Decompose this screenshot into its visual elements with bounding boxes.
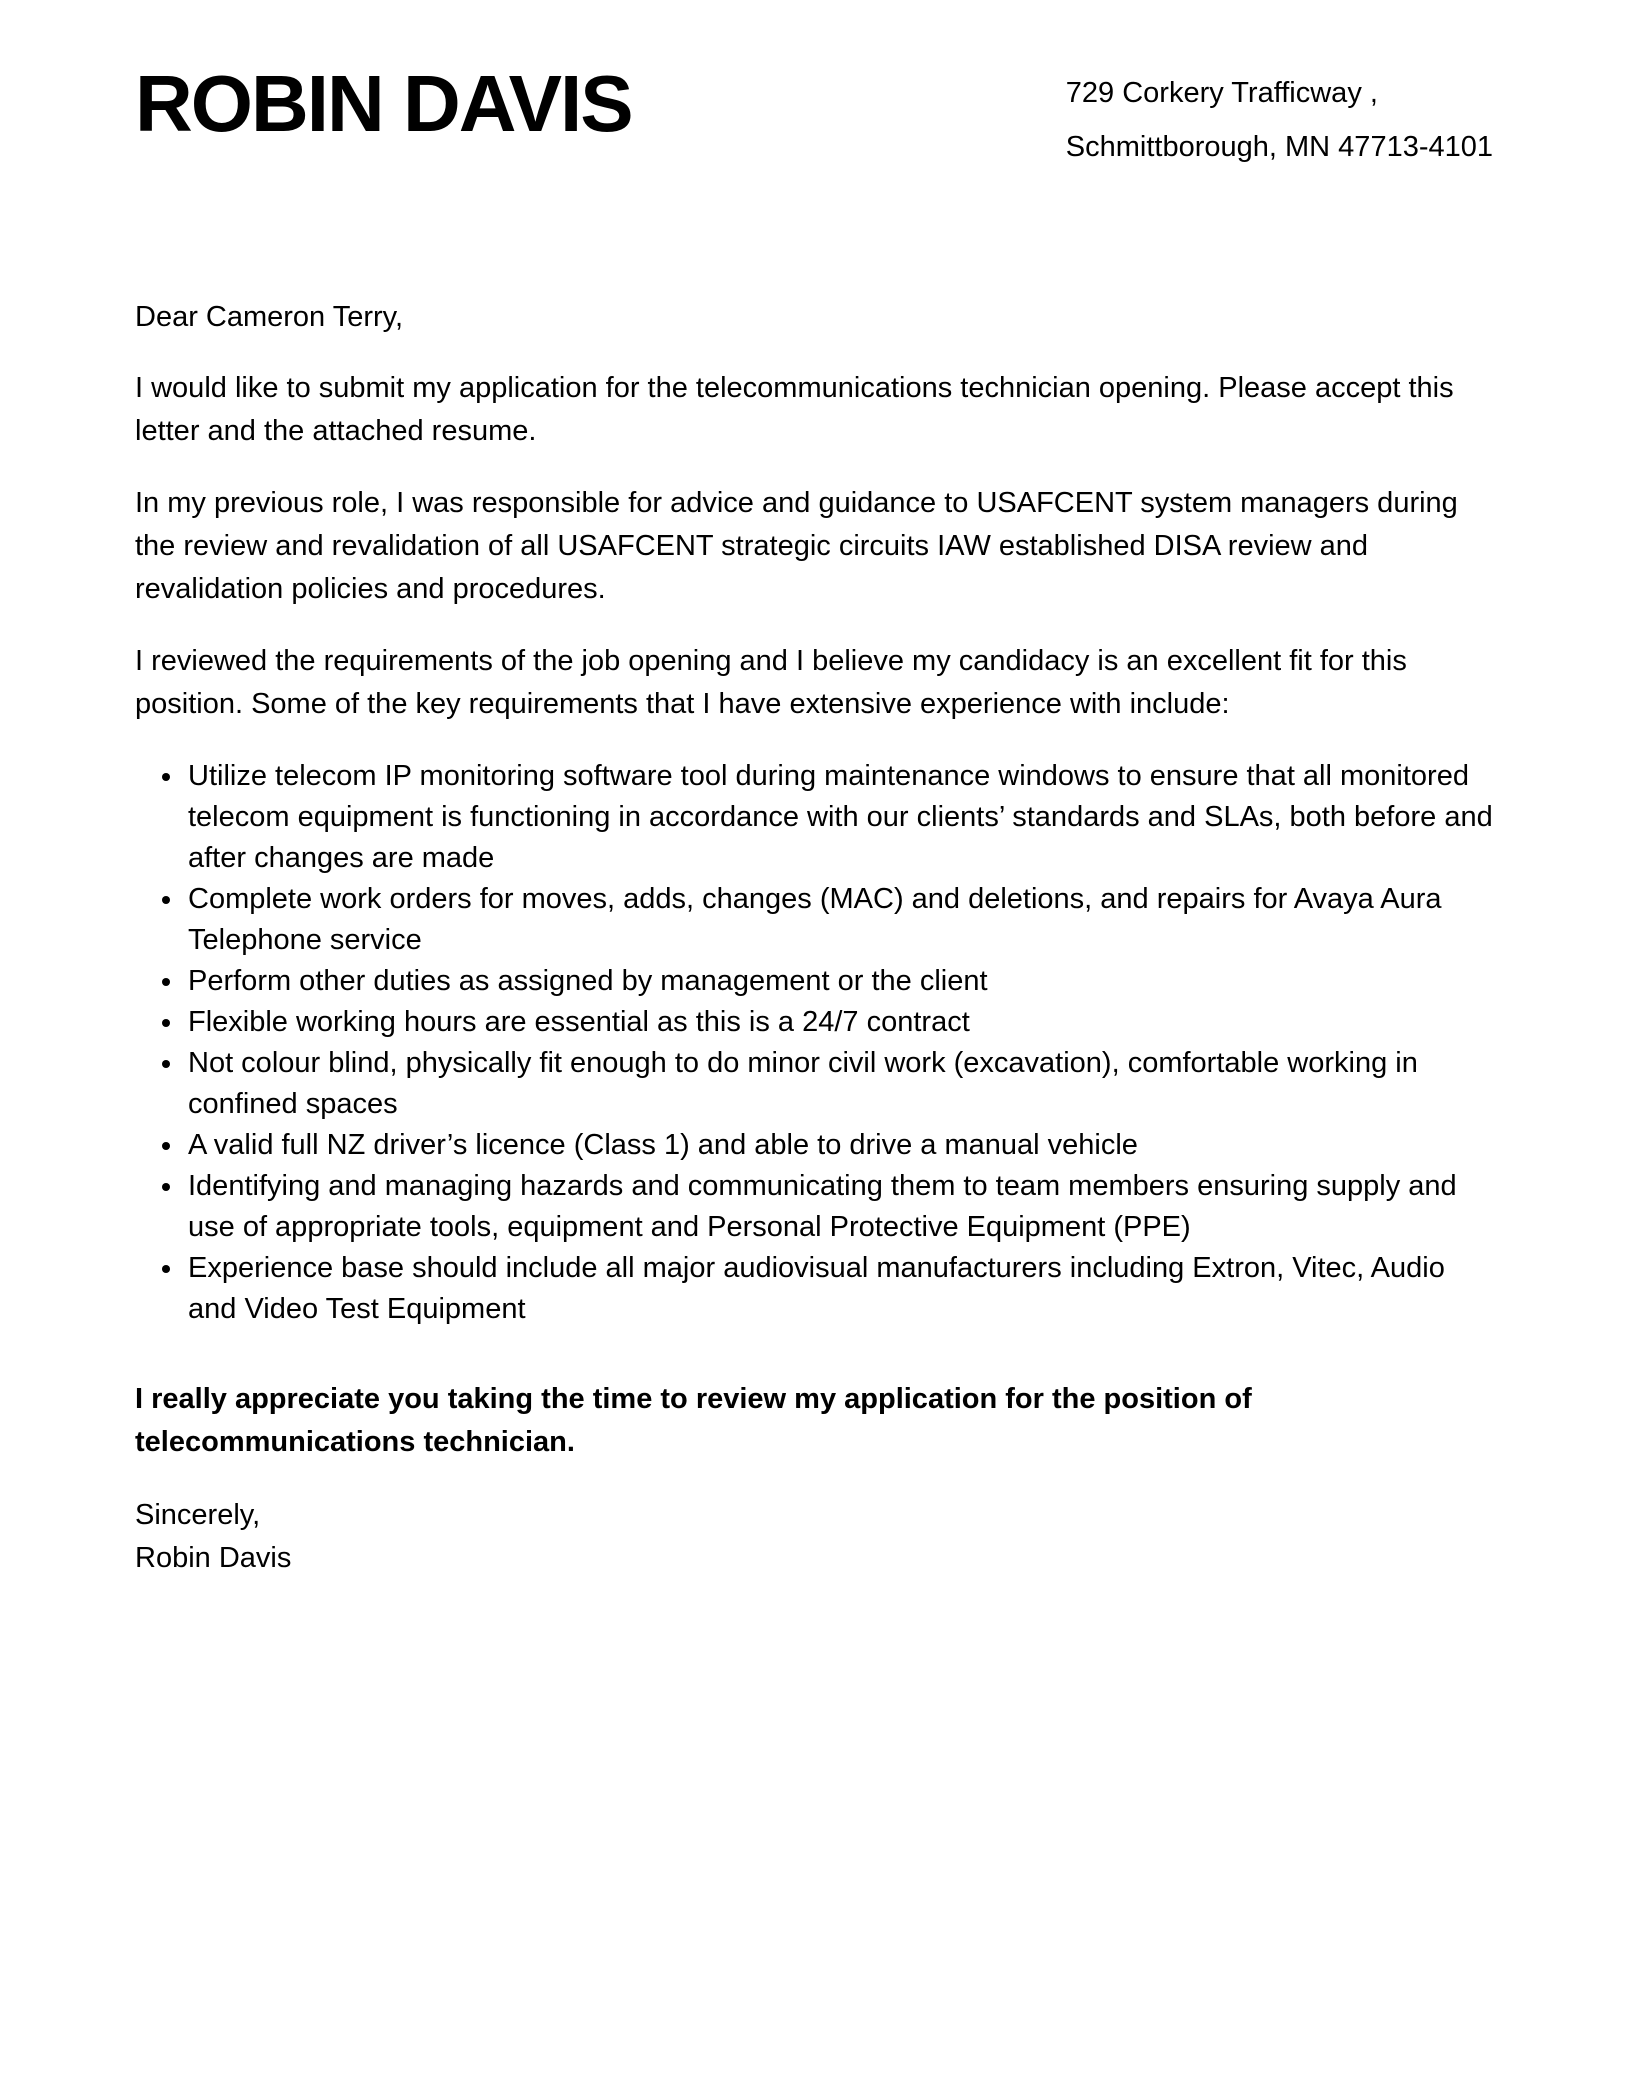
applicant-name: ROBIN DAVIS	[135, 59, 632, 148]
requirement-item: • Experience base should include all major audiovisual manufacturers including Extron, Vitec, Audio and Video Test Equipment	[185, 1248, 1493, 1330]
requirement-item: • Flexible working hours are essential as this is a 24/7 contract	[185, 1002, 1493, 1043]
signoff-block	[135, 1494, 1493, 1580]
requirements-list	[135, 756, 1493, 1330]
previous-role-paragraph: In my previous role, I was responsible for advice and guidance to USAFCENT system managers during the review and revalidation of all USAFCENT strategic circuits IAW established DISA review and revalidation policies and procedures.	[135, 487, 1458, 605]
requirement-item: • Utilize telecom IP monitoring software tool during maintenance windows to ensure that all monitored telecom equipment is functioning in accordance with our clients’ standards and SLAs, both before and after changes are made	[185, 756, 1493, 879]
applicant-address	[1066, 58, 1493, 174]
requirement-item: • Not colour blind, physically fit enough to do minor civil work (excavation), comfortable working in confined spaces	[185, 1043, 1493, 1125]
letter-body	[135, 296, 1493, 1580]
requirement-item: • A valid full NZ driver’s licence (Class 1) and able to drive a manual vehicle	[185, 1125, 1493, 1166]
requirement-item: • Complete work orders for moves, adds, changes (MAC) and deletions, and repairs for Avaya Aura Telephone service	[185, 879, 1493, 961]
requirement-item: • Perform other duties as assigned by management or the client	[185, 961, 1493, 1002]
requirement-item: • Identifying and managing hazards and communicating them to team members ensuring supply and use of appropriate tools, equipment and Personal Protective Equipment (PPE)	[185, 1166, 1493, 1248]
intro-paragraph: I would like to submit my application for the telecommunications technician opening. Please accept this letter and the attached resume.	[135, 372, 1454, 447]
address-line-2: Schmittborough, MN 47713-4101	[1065, 131, 1493, 163]
greeting: Dear Cameron Terry,	[135, 301, 404, 333]
signature-name: Robin Davis	[135, 1542, 292, 1574]
signoff-word: Sincerely,	[135, 1499, 261, 1531]
letter-header	[135, 58, 1493, 174]
closing-paragraph: I really appreciate you taking the time to review my application for the position of telecommunications technician.	[135, 1383, 1252, 1458]
requirements-intro-paragraph: I reviewed the requirements of the job opening and I believe my candidacy is an excellent fit for this position. Some of the key requirements that I have extensive experience with include:	[135, 645, 1407, 720]
address-line-1: 729 Corkery Trafficway ,	[1065, 77, 1378, 109]
